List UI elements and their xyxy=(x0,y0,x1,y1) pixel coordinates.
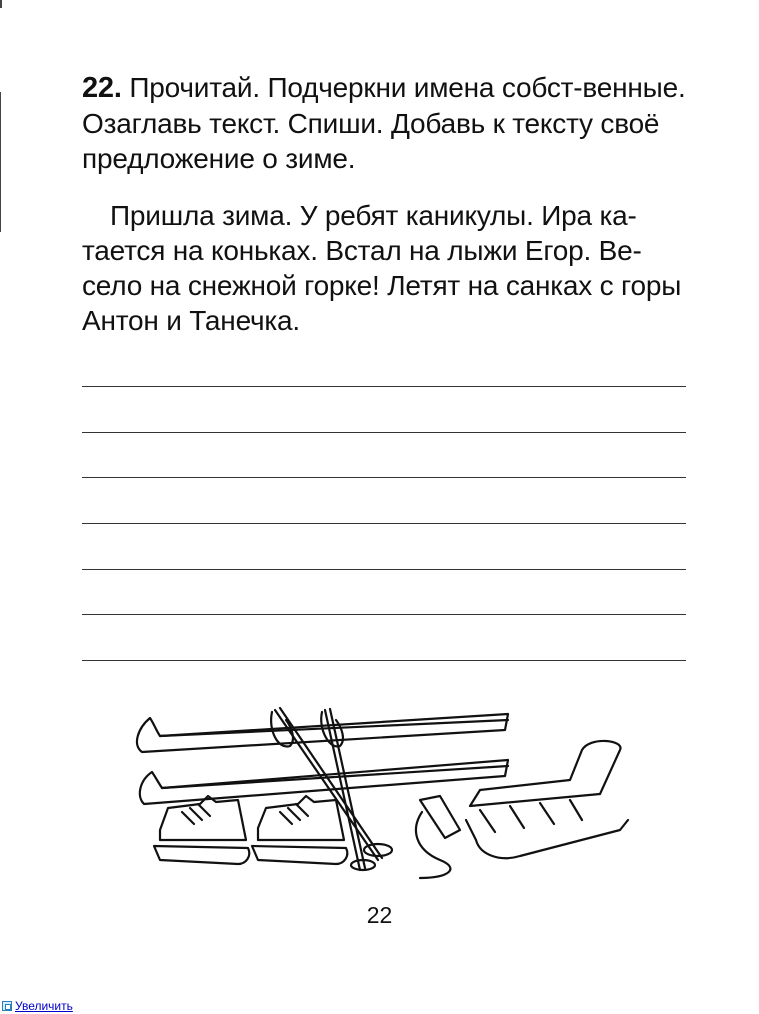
story-paragraph: Пришла зима. У ребят каникулы. Ира ка-тается на коньках. Встал на лыжи Егор. Ве-село на снежной горке! Летят на санках с горы Антон и Танечка. xyxy=(82,200,682,336)
writing-line xyxy=(82,386,686,432)
page-number: 22 xyxy=(366,902,393,928)
enlarge-link-container[interactable] xyxy=(2,999,73,1013)
task-instruction xyxy=(82,70,692,176)
writing-lines xyxy=(82,386,686,706)
writing-line xyxy=(82,432,686,478)
task-number: 22. xyxy=(82,72,122,104)
writing-line xyxy=(82,660,686,706)
writing-line xyxy=(82,477,686,523)
scan-edge-mark xyxy=(0,92,1,232)
writing-line xyxy=(82,614,686,660)
sled-illustration xyxy=(416,741,628,878)
writing-line xyxy=(82,523,686,569)
enlarge-link[interactable]: Увеличить xyxy=(15,999,73,1013)
writing-line xyxy=(82,569,686,615)
winter-sports-illustration xyxy=(120,700,640,890)
task-instruction-text: Прочитай. Подчеркни имена собст-венные. Озаглавь текст. Спиши. Добавь к тексту своё предложение о зиме. xyxy=(82,72,686,174)
zoom-icon[interactable] xyxy=(2,1001,12,1011)
scan-edge-mark xyxy=(0,0,2,8)
ice-skates-illustration xyxy=(154,796,347,864)
story-text-block xyxy=(82,198,694,338)
